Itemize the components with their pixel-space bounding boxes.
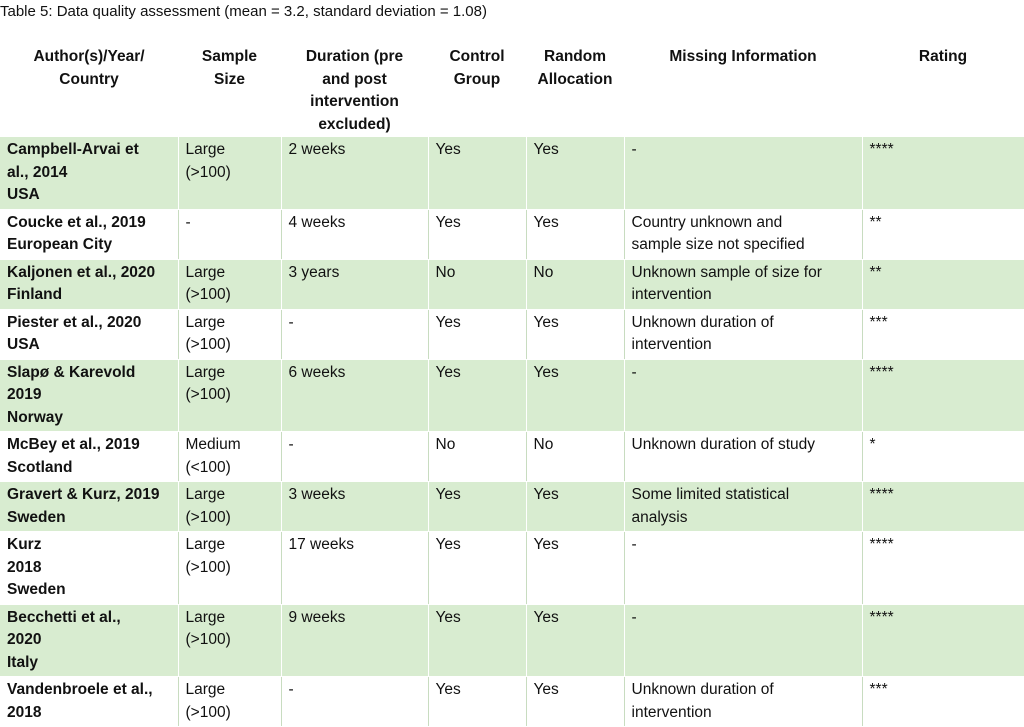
author-cell-line: Sweden — [7, 508, 66, 526]
sample-size-cell-line: Large — [185, 536, 226, 553]
sample-size-cell-line: Medium — [185, 436, 241, 453]
missing-information-cell — [624, 209, 862, 259]
rating-cell: **** — [862, 482, 1024, 532]
header-line: excluded) — [318, 115, 391, 133]
rating-cell: *** — [862, 677, 1024, 727]
duration-cell-line: 4 weeks — [288, 213, 346, 231]
random-allocation-cell: Yes — [526, 677, 624, 727]
sample-size-cell-line: (>100) — [185, 386, 231, 403]
rating-cell: **** — [862, 532, 1024, 605]
author-cell-line: Scotland — [7, 458, 73, 476]
table-row — [0, 209, 1024, 259]
table-row — [0, 604, 1024, 677]
table-row — [0, 309, 1024, 359]
duration-cell — [281, 259, 428, 309]
author-cell-line: Gravert & Kurz, 2019 — [7, 486, 160, 503]
random-allocation-cell: Yes — [526, 359, 624, 432]
header-line: Size — [213, 70, 245, 88]
header-line: Group — [453, 70, 501, 88]
author-cell-line: Norway — [7, 408, 63, 426]
missing-information-cell-line: Unknown sample of size for — [631, 263, 822, 281]
sample-size-cell-line: Large — [185, 681, 226, 698]
header-line: Author(s)/Year/ — [33, 48, 145, 65]
author-cell — [0, 309, 178, 359]
sample-size-cell-line: (>100) — [185, 703, 231, 721]
random-allocation-cell: Yes — [526, 482, 624, 532]
control-group-cell: No — [428, 259, 526, 309]
sample-size-cell-line: (>100) — [185, 336, 231, 353]
header-line: Country — [59, 70, 119, 88]
header-line: Allocation — [537, 70, 613, 88]
rating-cell: ** — [862, 259, 1024, 309]
control-group-cell: Yes — [428, 137, 526, 210]
control-group-cell: Yes — [428, 309, 526, 359]
author-cell-line: Sweden — [7, 581, 66, 598]
author-cell-line: Coucke et al., 2019 — [7, 213, 146, 231]
duration-cell-line: - — [288, 436, 294, 453]
sample-size-cell-line: Large — [185, 608, 226, 626]
author-cell-line: Vandenbroele et al., — [7, 681, 153, 698]
rating-cell: **** — [862, 137, 1024, 210]
duration-cell — [281, 309, 428, 359]
duration-cell — [281, 359, 428, 432]
rating-header — [862, 40, 1024, 137]
author-cell-line: USA — [7, 186, 40, 203]
random-allocation-cell: Yes — [526, 209, 624, 259]
author-cell — [0, 359, 178, 432]
missing-information-cell-line: sample size not specified — [631, 236, 805, 253]
missing-information-cell-line: - — [631, 536, 637, 553]
duration-header — [281, 40, 428, 137]
missing-information-cell-line: - — [631, 363, 637, 381]
duration-cell-line: - — [288, 681, 294, 698]
sample-size-cell-line: (>100) — [185, 508, 231, 526]
author-cell — [0, 432, 178, 482]
duration-cell — [281, 137, 428, 210]
sample-size-cell-line: Large — [185, 263, 226, 281]
author-cell-line: 2020 — [7, 631, 42, 648]
control-group-cell: Yes — [428, 482, 526, 532]
sample-size-cell — [178, 259, 281, 309]
duration-cell-line: 17 weeks — [288, 536, 354, 553]
table-row — [0, 482, 1024, 532]
author-cell-line: Italy — [7, 653, 39, 671]
missing-information-cell — [624, 604, 862, 677]
author-year-country-header — [0, 40, 178, 137]
author-cell-line: European City — [7, 236, 113, 253]
control-group-cell: Yes — [428, 209, 526, 259]
table-row — [0, 259, 1024, 309]
author-cell-line: Becchetti et al., — [7, 608, 121, 626]
random-allocation-cell: Yes — [526, 604, 624, 677]
header-line: Random — [544, 48, 606, 65]
duration-cell-line: 9 weeks — [288, 608, 346, 626]
author-cell — [0, 604, 178, 677]
author-cell-line: Kaljonen et al., 2020 — [7, 263, 156, 281]
author-cell-line: McBey et al., 2019 — [7, 436, 140, 453]
control-group-cell: No — [428, 432, 526, 482]
sample-size-cell — [178, 432, 281, 482]
sample-size-cell — [178, 209, 281, 259]
header-line: and post — [322, 70, 387, 88]
author-cell — [0, 259, 178, 309]
author-cell — [0, 677, 178, 727]
author-cell — [0, 209, 178, 259]
sample-size-cell — [178, 532, 281, 605]
control-group-cell: Yes — [428, 677, 526, 727]
missing-information-cell — [624, 532, 862, 605]
sample-size-cell-line: (>100) — [185, 163, 231, 181]
sample-size-cell-line: (>100) — [185, 631, 231, 648]
sample-size-cell-line: Large — [185, 313, 226, 331]
author-cell-line: Finland — [7, 286, 63, 303]
sample-size-cell-line: Large — [185, 141, 226, 158]
missing-information-cell-line: analysis — [631, 508, 688, 526]
sample-size-cell — [178, 359, 281, 432]
control-group-cell: Yes — [428, 532, 526, 605]
sample-size-cell-line: (>100) — [185, 286, 231, 303]
table-body — [0, 137, 1024, 727]
sample-size-header — [178, 40, 281, 137]
duration-cell — [281, 604, 428, 677]
missing-information-cell — [624, 432, 862, 482]
missing-information-cell-line: Unknown duration of study — [631, 436, 816, 453]
table-caption: Table 5: Data quality assessment (mean = 3.2, standard deviation = 1.08) — [0, 3, 487, 20]
missing-information-cell — [624, 309, 862, 359]
rating-cell: * — [862, 432, 1024, 482]
table-row — [0, 137, 1024, 210]
author-cell-line: Kurz — [7, 536, 42, 553]
missing-information-cell-line: intervention — [631, 703, 712, 721]
author-cell — [0, 482, 178, 532]
missing-information-cell-line: Unknown duration of — [631, 313, 774, 331]
sample-size-cell — [178, 677, 281, 727]
missing-information-cell-line: - — [631, 141, 637, 158]
header-line: Missing Information — [669, 48, 817, 65]
author-cell-line: 2018 — [7, 558, 42, 576]
header-line: Rating — [918, 48, 968, 65]
sample-size-cell — [178, 309, 281, 359]
sample-size-cell-line: Large — [185, 363, 226, 381]
missing-information-cell — [624, 677, 862, 727]
missing-information-cell — [624, 259, 862, 309]
rating-cell: ** — [862, 209, 1024, 259]
missing-information-header — [624, 40, 862, 137]
missing-information-cell — [624, 137, 862, 210]
random-allocation-cell: Yes — [526, 309, 624, 359]
author-cell-line: USA — [7, 336, 40, 353]
missing-information-cell-line: Country unknown and — [631, 213, 783, 231]
author-cell-line: 2018 — [7, 703, 42, 721]
table-row — [0, 359, 1024, 432]
header-line: Duration (pre — [305, 48, 404, 65]
table-row — [0, 677, 1024, 727]
author-cell — [0, 532, 178, 605]
sample-size-cell — [178, 482, 281, 532]
duration-cell-line: 3 weeks — [288, 486, 346, 503]
rating-cell: *** — [862, 309, 1024, 359]
missing-information-cell-line: - — [631, 608, 637, 626]
header-line: Control — [449, 48, 505, 65]
missing-information-cell-line: intervention — [631, 336, 712, 353]
duration-cell-line: 6 weeks — [288, 363, 346, 381]
duration-cell-line: - — [288, 313, 294, 331]
missing-information-cell-line: Unknown duration of — [631, 681, 774, 698]
sample-size-cell — [178, 137, 281, 210]
rating-cell: **** — [862, 359, 1024, 432]
sample-size-cell-line: (>100) — [185, 558, 231, 576]
random-allocation-cell: No — [526, 432, 624, 482]
author-cell — [0, 137, 178, 210]
missing-information-cell — [624, 359, 862, 432]
author-cell-line: 2019 — [7, 386, 42, 403]
duration-cell — [281, 482, 428, 532]
duration-cell — [281, 532, 428, 605]
duration-cell-line: 3 years — [288, 263, 340, 281]
random-allocation-cell: No — [526, 259, 624, 309]
duration-cell-line: 2 weeks — [288, 141, 346, 158]
author-cell-line: Campbell-Arvai et — [7, 141, 139, 158]
control-group-cell: Yes — [428, 604, 526, 677]
duration-cell — [281, 209, 428, 259]
sample-size-cell-line: (<100) — [185, 458, 231, 476]
sample-size-cell-line: - — [185, 213, 191, 231]
control-group-cell: Yes — [428, 359, 526, 432]
control-group-header — [428, 40, 526, 137]
missing-information-cell-line: intervention — [631, 286, 712, 303]
table-row — [0, 532, 1024, 605]
header-line: intervention — [310, 93, 399, 110]
sample-size-cell-line: Large — [185, 486, 226, 503]
random-allocation-cell: Yes — [526, 532, 624, 605]
sample-size-cell — [178, 604, 281, 677]
missing-information-cell — [624, 482, 862, 532]
duration-cell — [281, 432, 428, 482]
rating-cell: **** — [862, 604, 1024, 677]
author-cell-line: Slapø & Karevold — [7, 363, 136, 381]
missing-information-cell-line: Some limited statistical — [631, 486, 790, 503]
table-row — [0, 432, 1024, 482]
duration-cell — [281, 677, 428, 727]
data-quality-table — [0, 40, 1024, 727]
header-line: Sample — [201, 48, 258, 65]
author-cell-line: al., 2014 — [7, 163, 68, 181]
header-row — [0, 40, 1024, 137]
random-allocation-header — [526, 40, 624, 137]
author-cell-line: Piester et al., 2020 — [7, 313, 142, 331]
random-allocation-cell: Yes — [526, 137, 624, 210]
